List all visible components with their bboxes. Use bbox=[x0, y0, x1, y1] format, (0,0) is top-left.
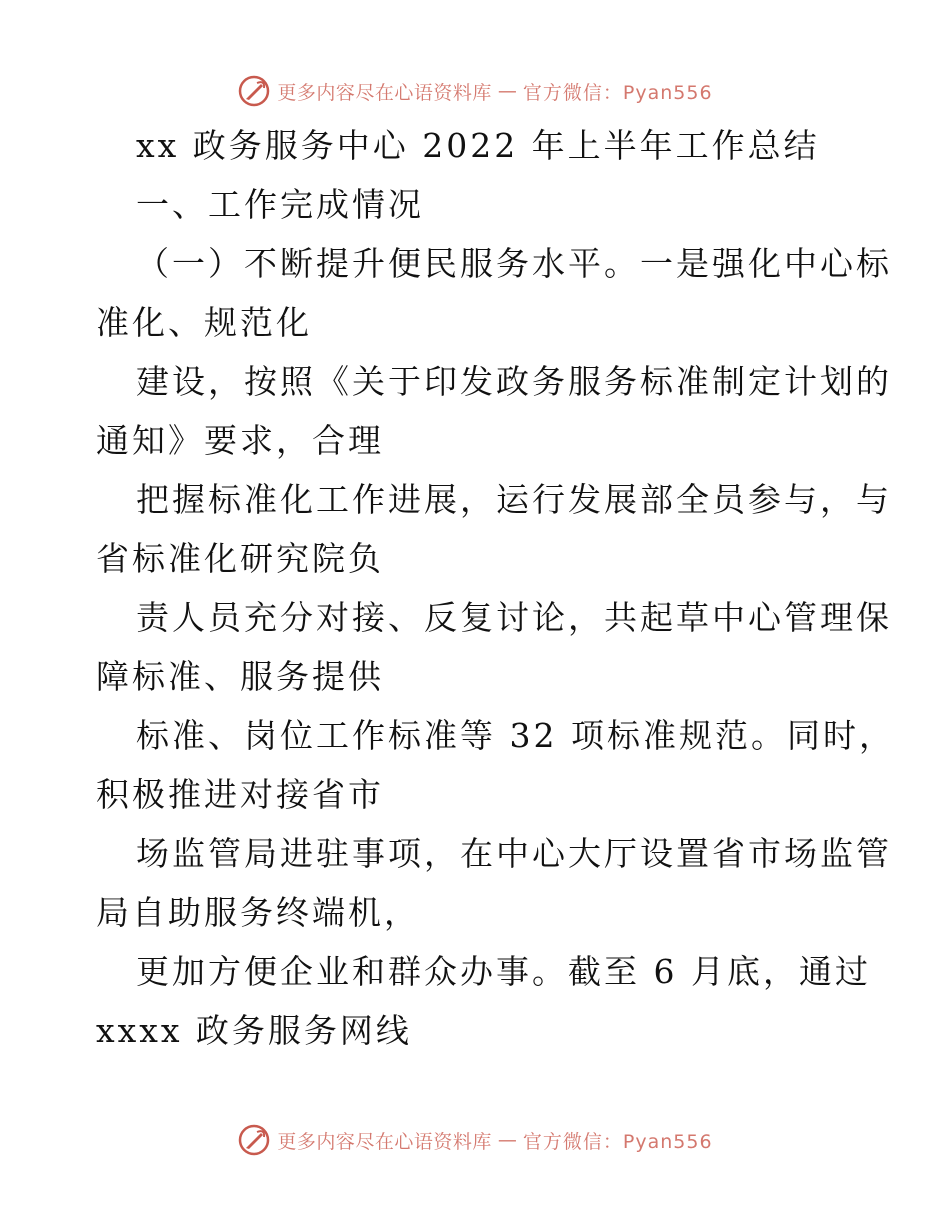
watermark-wechat: 官方微信：Pyan556 bbox=[522, 81, 713, 104]
watermark-text: 更多内容尽在心语资料库 bbox=[277, 81, 492, 104]
watermark-separator: — bbox=[497, 1129, 517, 1151]
footer-watermark bbox=[0, 1120, 950, 1160]
paragraph-line: 通知》要求，合理 bbox=[96, 421, 384, 460]
paragraph-line: 准化、规范化 bbox=[96, 303, 312, 342]
paragraph-line: 场监管局进驻事项，在中心大厅设置省市场监管 bbox=[136, 834, 892, 873]
header-watermark bbox=[0, 71, 950, 111]
paragraph-line: xxxx 政务服务网线 bbox=[96, 1011, 412, 1050]
paragraph-line: （一）不断提升便民服务水平。一是强化中心标 bbox=[136, 244, 892, 283]
paragraph-line: 障标准、服务提供 bbox=[96, 657, 384, 696]
paragraph-line: 省标准化研究院负 bbox=[96, 539, 384, 578]
paragraph-line: 积极推进对接省市 bbox=[96, 775, 384, 814]
paragraph-line: 把握标准化工作进展，运行发展部全员参与，与 bbox=[136, 480, 892, 519]
watermark-separator: — bbox=[497, 80, 517, 102]
paragraph-line: 标准、岗位工作标准等 32 项标准规范。同时， bbox=[136, 716, 895, 755]
paragraph-line: 更加方便企业和群众办事。截至 6 月底，通过 bbox=[136, 952, 871, 991]
watermark-text: 更多内容尽在心语资料库 bbox=[277, 1130, 492, 1153]
paragraph-line: 建设，按照《关于印发政务服务标准制定计划的 bbox=[136, 362, 892, 401]
document-title: xx 政务服务中心 2022 年上半年工作总结 bbox=[136, 126, 820, 165]
watermark-wechat: 官方微信：Pyan556 bbox=[522, 1130, 713, 1153]
feather-pen-logo-icon bbox=[237, 1123, 271, 1157]
feather-pen-logo-icon bbox=[237, 74, 271, 108]
paragraph-line: 局自助服务终端机， bbox=[96, 893, 420, 932]
paragraph-line: 责人员充分对接、反复讨论，共起草中心管理保 bbox=[136, 598, 892, 637]
section-heading: 一、工作完成情况 bbox=[136, 185, 424, 224]
